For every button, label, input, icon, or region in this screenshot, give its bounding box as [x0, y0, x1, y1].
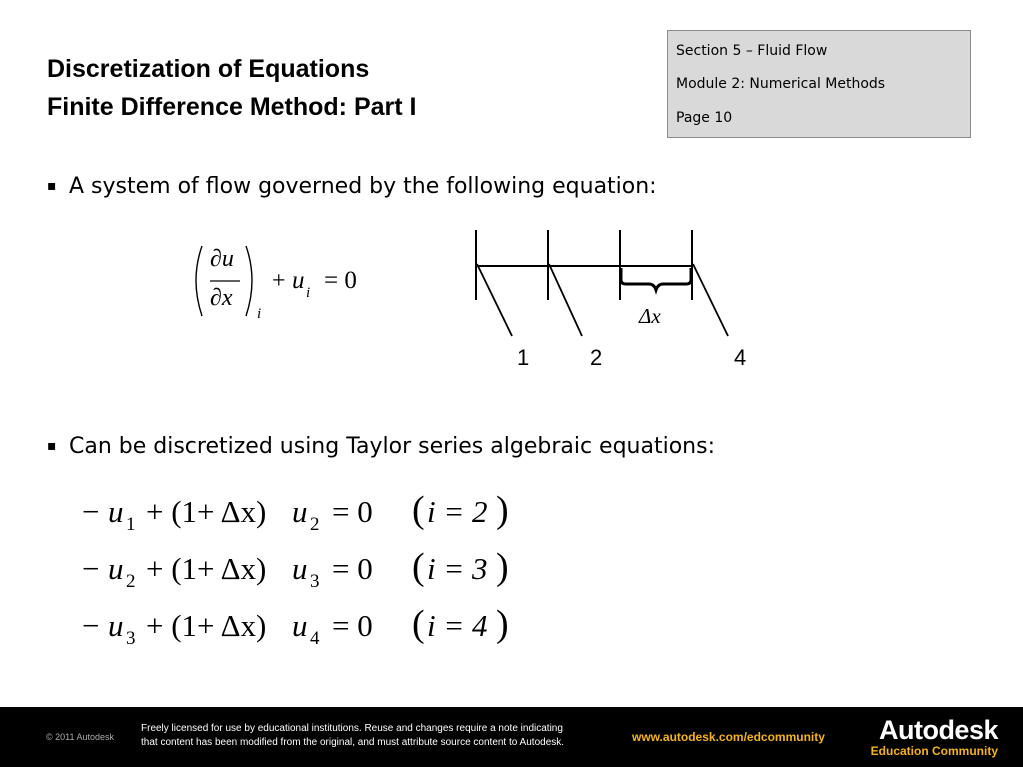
- module-label: Module 2: Numerical Methods: [676, 76, 886, 92]
- page-label: Page 10: [676, 110, 733, 126]
- u-first: u: [108, 608, 124, 643]
- bullet-2-text: Can be discretized using Taylor series algebraic equations:: [69, 434, 715, 459]
- grid-diagram: [460, 228, 760, 378]
- derivative-denominator: ∂x: [210, 285, 233, 311]
- u-second: u: [292, 494, 308, 529]
- index-open-paren: (: [412, 603, 425, 645]
- u-second: u: [292, 551, 308, 586]
- u-term-subscript: i: [306, 285, 311, 301]
- equals-zero: = 0: [324, 267, 357, 294]
- equation-row: [82, 602, 522, 652]
- u-first: u: [108, 551, 124, 586]
- u-first: u: [108, 494, 124, 529]
- u-second-subscript: 2: [310, 514, 320, 535]
- footer-bar: [0, 707, 1023, 767]
- copyright-text: © 2011 Autodesk: [46, 732, 115, 742]
- u-first-subscript: 2: [126, 571, 136, 592]
- equation-row: [82, 488, 522, 538]
- u-second-subscript: 3: [310, 571, 320, 592]
- middle-term: + (1+ Δx): [146, 494, 267, 529]
- node-label-1: 1: [517, 345, 530, 370]
- section-label: Section 5 – Fluid Flow: [676, 43, 828, 59]
- u-first-subscript: 3: [126, 628, 136, 649]
- brand-subtitle: Education Community: [870, 744, 998, 758]
- section-info-box: [667, 30, 971, 138]
- equation-row: [82, 545, 522, 595]
- node-label-4: 4: [734, 345, 747, 370]
- derivative-subscript: i: [257, 306, 262, 322]
- discretized-equations: [82, 488, 522, 658]
- index-label: i = 2: [427, 494, 488, 529]
- brand-name: Autodesk: [878, 715, 998, 745]
- governing-equation: [188, 240, 388, 325]
- index-label: i = 4: [427, 608, 488, 643]
- u-second-subscript: 4: [310, 628, 320, 649]
- middle-term: + (1+ Δx): [146, 608, 267, 643]
- bullet-marker: ▪: [47, 178, 57, 194]
- minus-sign: −: [82, 494, 100, 529]
- spacing-delta-x: Δx: [639, 304, 661, 328]
- u-first-subscript: 1: [126, 514, 136, 535]
- license-line-2: that content has been modified from the original, and must attribute source content to Autodesk.: [141, 737, 565, 748]
- bullet-marker: ▪: [47, 438, 57, 454]
- equals-zero: = 0: [332, 608, 373, 643]
- derivative-numerator: ∂u: [210, 246, 234, 272]
- minus-sign: −: [82, 608, 100, 643]
- minus-sign: −: [82, 551, 100, 586]
- license-line-1: Freely licensed for use by educational institutions. Reuse and changes require a note indicating: [141, 723, 563, 734]
- index-open-paren: (: [412, 489, 425, 531]
- license-notice: [141, 722, 564, 750]
- grid-diagram-lines: [460, 228, 760, 378]
- plus-sign: +: [272, 268, 286, 294]
- autodesk-logo: [871, 715, 998, 758]
- middle-term: + (1+ Δx): [146, 551, 267, 586]
- title-line-2: Finite Difference Method: Part I: [47, 93, 417, 121]
- index-label: i = 3: [427, 551, 488, 586]
- index-close-paren: ): [496, 546, 509, 588]
- equals-zero: = 0: [332, 494, 373, 529]
- node-label-2: 2: [590, 345, 603, 370]
- index-close-paren: ): [496, 489, 509, 531]
- bullet-1-text: A system of flow governed by the following equation:: [69, 174, 657, 199]
- slide-title: [47, 50, 416, 126]
- title-line-1: Discretization of Equations: [47, 55, 370, 83]
- equals-zero: = 0: [332, 551, 373, 586]
- u-term: u: [292, 267, 305, 294]
- edcommunity-link[interactable]: www.autodesk.com/edcommunity: [632, 730, 825, 744]
- u-second: u: [292, 608, 308, 643]
- index-close-paren: ): [496, 603, 509, 645]
- index-open-paren: (: [412, 546, 425, 588]
